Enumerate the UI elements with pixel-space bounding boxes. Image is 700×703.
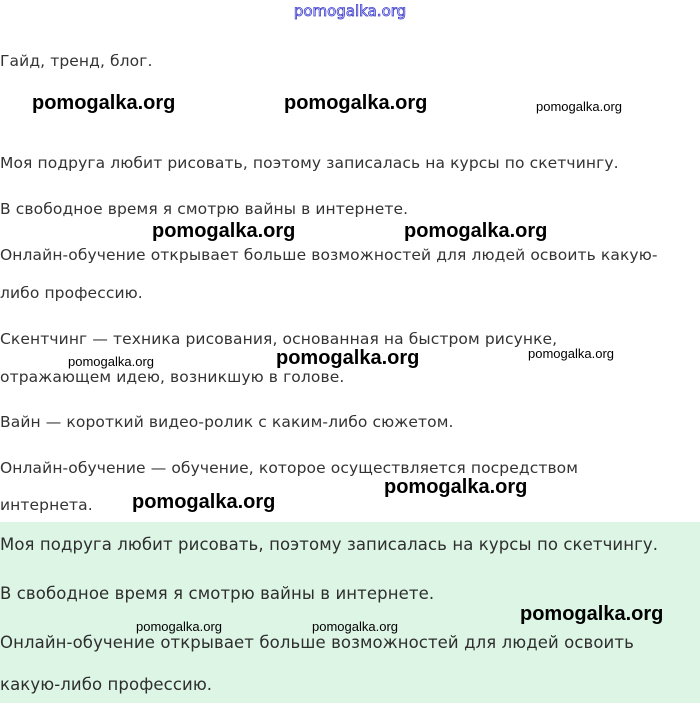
answer-line-2: В свободное время я смотрю вайны в интернете. [0,584,435,603]
text-line-2: В свободное время я смотрю вайны в интернете. [0,200,409,218]
answer-line-4: какую-либо профессию. [0,675,213,694]
watermark: pomogalka.org [312,619,398,634]
watermark: pomogalka.org [136,619,222,634]
watermark: pomogalka.org [520,603,664,625]
text-line-4: либо профессию. [0,284,143,302]
text-line-1: Моя подруга любит рисовать, поэтому записалась на курсы по скетчингу. [0,154,619,172]
answer-line-1: Моя подруга любит рисовать, поэтому записалась на курсы по скетчингу. [0,535,659,554]
watermark: pomogalka.org [404,220,548,242]
text-line-3: Онлайн-обучение открывает больше возможностей для людей освоить какую- [0,246,658,264]
watermark: pomogalka.org [284,92,428,114]
definition-sketching-1: Скентчинг — техника рисования, основанная на быстром рисунке, [0,330,558,348]
tags-line: Гайд, тренд, блог. [0,52,153,70]
watermark: pomogalka.org [384,476,528,498]
site-header-logo[interactable]: pomogalka.org [293,2,407,20]
definition-online-learning-1: Онлайн-обучение — обучение, которое осуществляется посредством [0,459,579,477]
watermark: pomogalka.org [536,99,622,114]
watermark: pomogalka.org [32,92,176,114]
watermark: pomogalka.org [528,346,614,361]
definition-vine: Вайн — короткий видео-ролик с каким-либо сюжетом. [0,413,454,431]
definition-sketching-2: отражающем идею, возникшую в голове. [0,368,345,386]
watermark: pomogalka.org [152,220,296,242]
answer-line-3: Онлайн-обучение открывает больше возможностей для людей освоить [0,633,634,652]
watermark: pomogalka.org [132,491,276,513]
watermark: pomogalka.org [276,347,420,369]
watermark: pomogalka.org [68,354,154,369]
definition-online-learning-2: интернета. [0,496,93,514]
